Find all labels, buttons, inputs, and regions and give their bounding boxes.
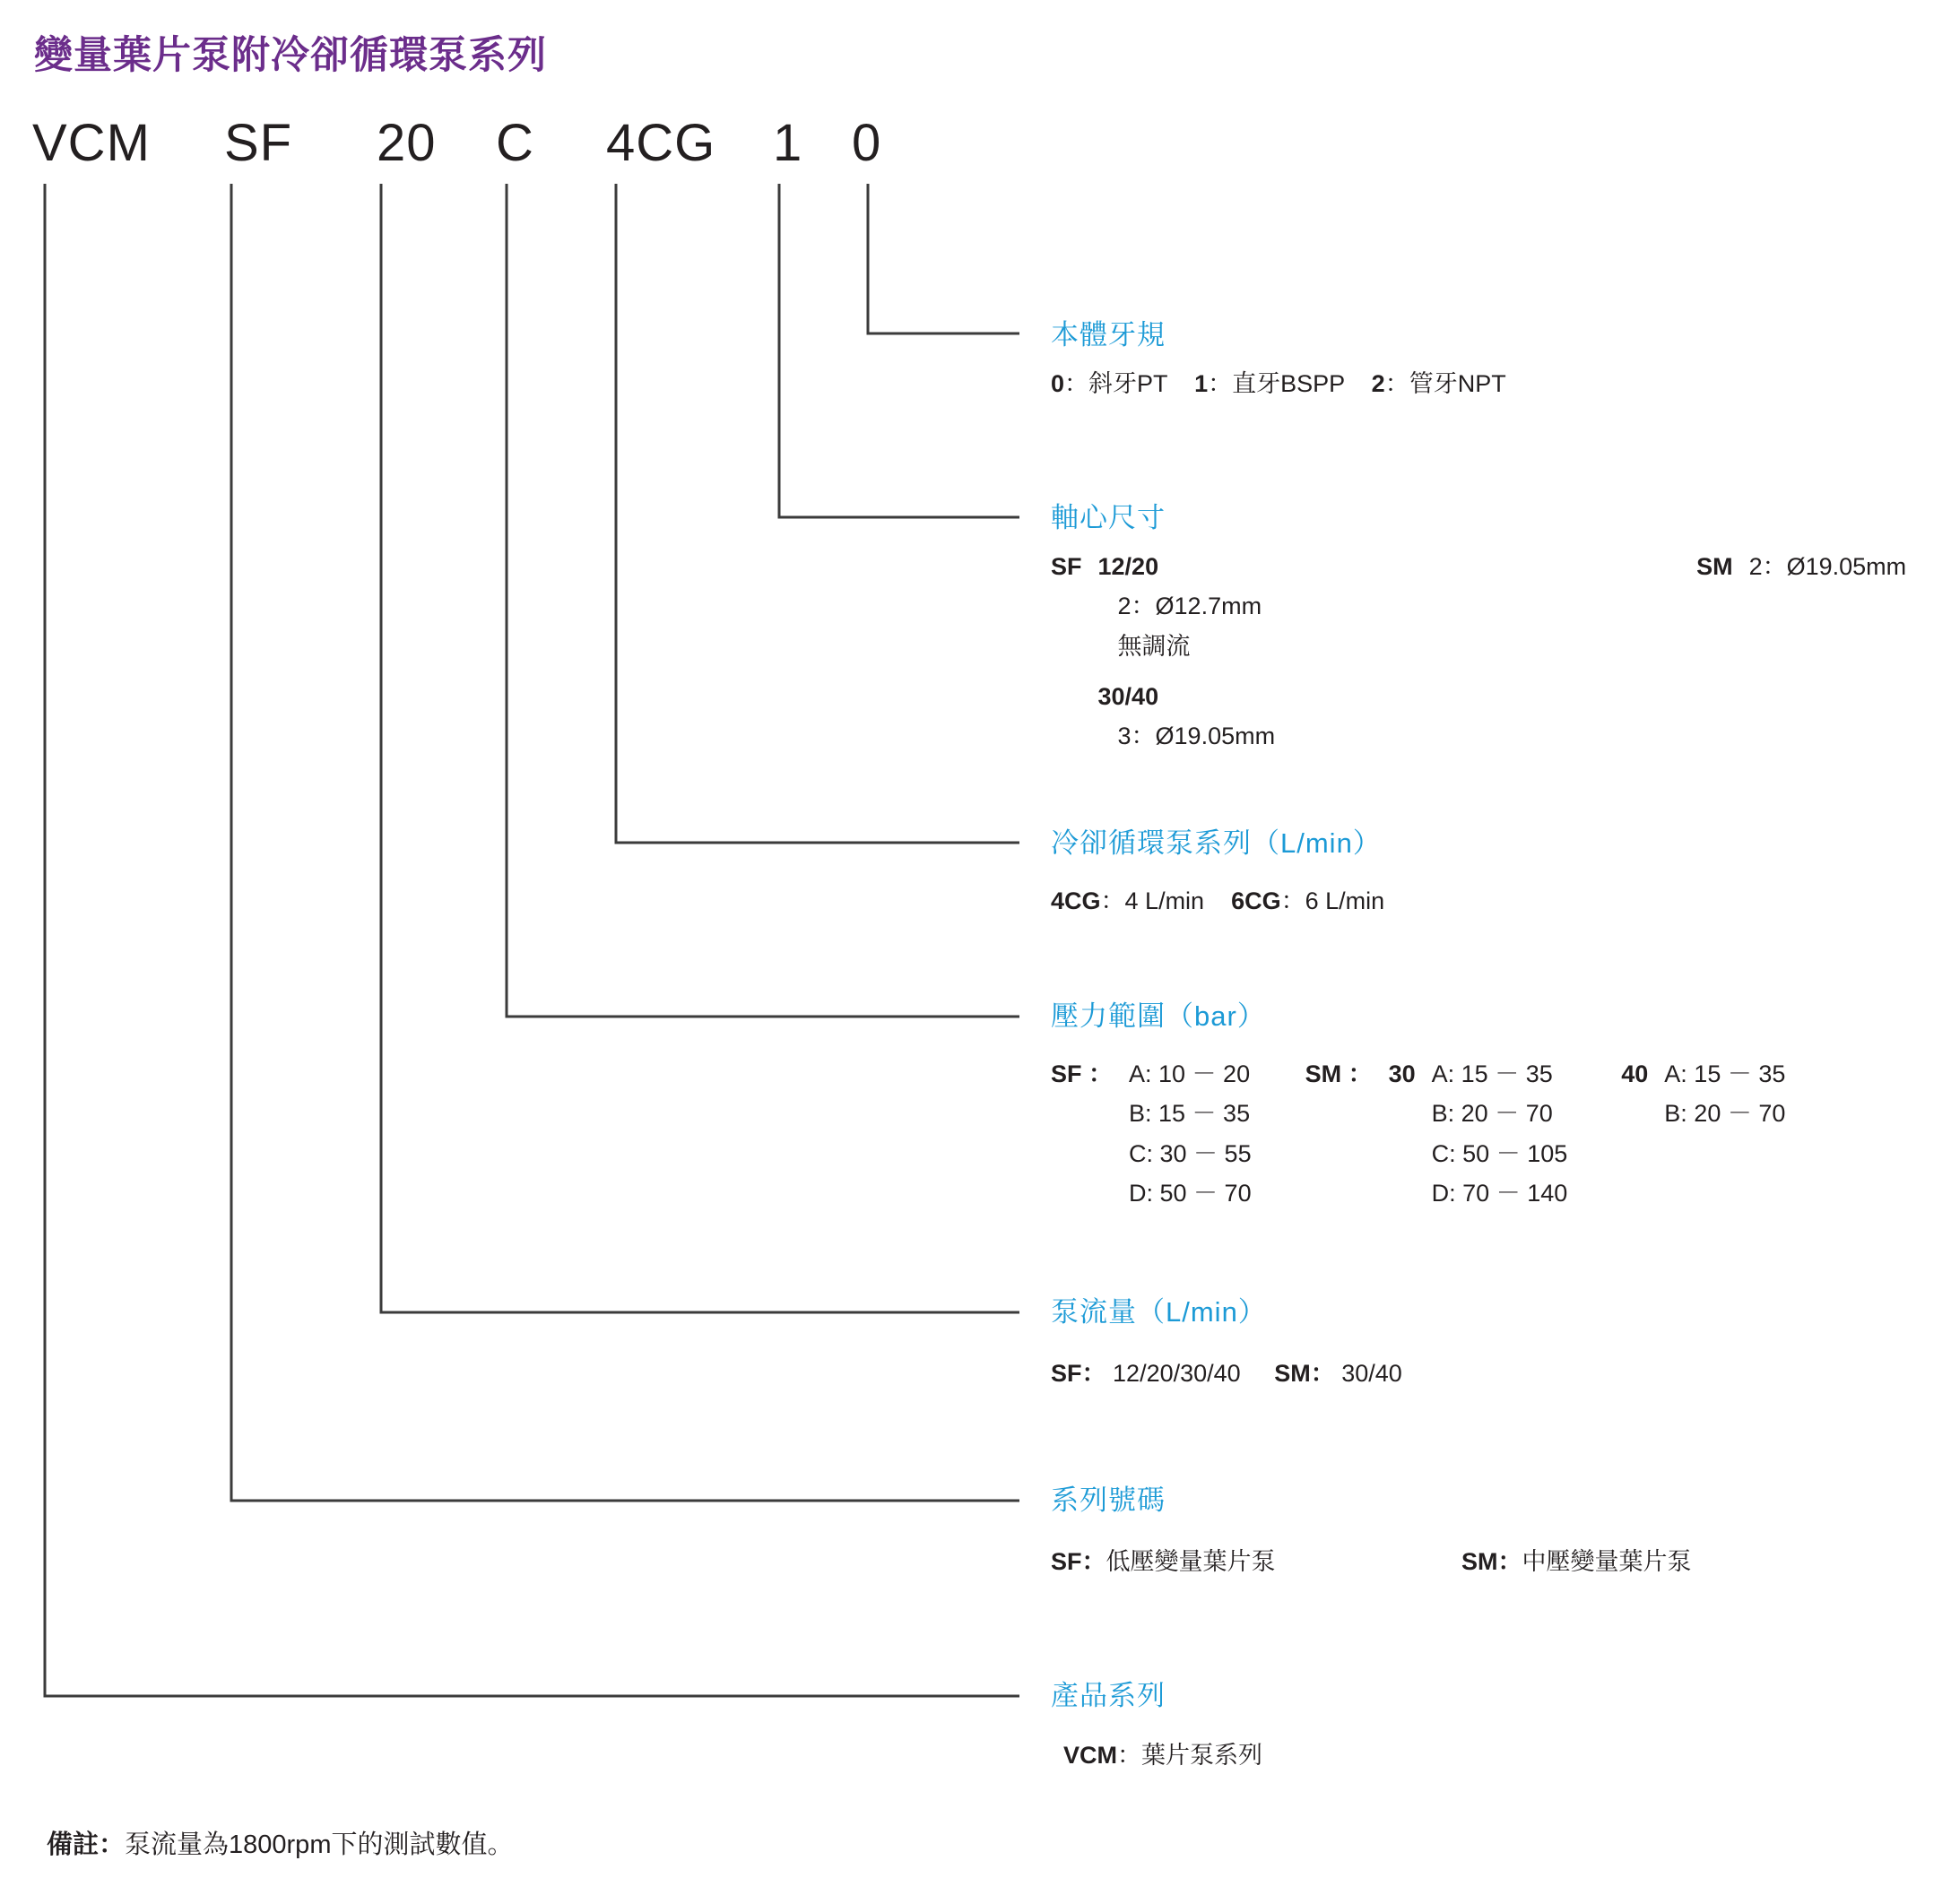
code-segment-product: VCM (32, 114, 151, 172)
code-segment-shaft: 1 (773, 114, 803, 172)
thread-code-0: 0 (1051, 370, 1065, 397)
thread-code-2: 2 (1371, 370, 1385, 397)
pressure-sf-label: SF ： (1051, 1060, 1114, 1087)
pressure-sm40-label: 40 (1621, 1060, 1649, 1087)
pressure-sm30-row-0: A: 15 － 35 (1431, 1060, 1553, 1087)
block-series-no-body (1051, 1545, 1692, 1579)
series-no-sf-value: 低壓變量葉片泵 (1106, 1548, 1276, 1575)
block-cooling-body (1051, 884, 1384, 918)
pressure-sf-row-3: D: 50 － 70 (1129, 1179, 1252, 1207)
thread-value-1: 直牙BSPP (1232, 370, 1345, 397)
product-value: ：葉片泵系列 (1117, 1742, 1262, 1769)
leader-line-shaft (779, 184, 1019, 517)
pressure-sf-row-2: C: 30 － 55 (1129, 1139, 1252, 1167)
thread-sep-1: ： (1208, 370, 1233, 397)
block-thread (1051, 312, 1506, 401)
thread-value-0: 斜牙PT (1088, 370, 1168, 397)
block-product-heading: 產品系列 (1051, 1680, 1166, 1711)
pressure-sm-label: SM ： (1305, 1060, 1373, 1087)
block-series-no-heading: 系列號碼 (1051, 1484, 1166, 1516)
pressure-sm30-row-1: B: 20 － 70 (1431, 1100, 1553, 1128)
block-series-no (1051, 1477, 1692, 1579)
flow-sm-label: SM： (1274, 1360, 1335, 1387)
cooling-code-4cg: 4CG (1051, 887, 1101, 914)
block-flow-heading: 泵流量（L/min） (1051, 1296, 1267, 1328)
block-shaft (1051, 495, 1906, 759)
shaft-sf-size-2: 30/40 (1097, 682, 1159, 710)
cooling-code-6cg: 6CG (1231, 887, 1281, 914)
pressure-sm40-row-1: B: 20 － 70 (1664, 1100, 1786, 1128)
pressure-sm30-row-3: D: 70 － 140 (1431, 1179, 1568, 1207)
leader-line-cooling (616, 184, 1019, 843)
block-product (1051, 1673, 1262, 1772)
leader-line-product (45, 184, 1019, 1696)
flow-sf-value: 12/20/30/40 (1113, 1360, 1241, 1387)
pressure-sm30-row-2: C: 50 － 105 (1431, 1139, 1568, 1167)
block-pressure (1051, 993, 1785, 1216)
block-shaft-heading: 軸心尺寸 (1051, 502, 1166, 533)
shaft-sm-label: SM (1696, 553, 1733, 580)
code-segment-flow: 20 (377, 114, 437, 172)
thread-sep-0: ： (1064, 370, 1089, 397)
leader-line-series-no (231, 184, 1019, 1501)
block-cooling-heading: 冷卻循環泵系列（L/min） (1051, 827, 1382, 859)
block-thread-body (1051, 367, 1506, 401)
series-no-sm-value: 中壓變量葉片泵 (1522, 1548, 1692, 1575)
page-title: 變量葉片泵附冷卻循環泵系列 (34, 34, 547, 77)
pressure-sm40-row-0: A: 15 － 35 (1664, 1060, 1786, 1087)
thread-value-2: 管牙NPT (1409, 370, 1506, 397)
pressure-sf-row-0: A: 10 － 20 (1129, 1060, 1251, 1087)
code-segment-cooling: 4CG (606, 114, 716, 172)
flow-sf-label: SF： (1051, 1360, 1106, 1387)
block-flow-body (1051, 1356, 1402, 1390)
shaft-sf-line-3: 3：Ø19.05mm (1117, 723, 1276, 750)
block-flow (1051, 1289, 1402, 1390)
block-cooling (1051, 820, 1384, 918)
block-shaft-body (1051, 550, 1906, 759)
series-no-sf-label: SF： (1051, 1548, 1106, 1575)
block-pressure-body (1051, 1057, 1785, 1216)
flow-sm-value: 30/40 (1341, 1360, 1402, 1387)
footnote-label: 備註： (47, 1830, 126, 1859)
footnote (47, 1824, 513, 1861)
shaft-sm-line-1: 2：Ø19.05mm (1748, 553, 1907, 580)
cooling-value-6cg: ：6 L/min (1280, 887, 1385, 914)
pressure-sf-row-1: B: 15 － 35 (1129, 1100, 1251, 1128)
leader-line-pressure (507, 184, 1019, 1017)
block-thread-heading: 本體牙規 (1051, 319, 1166, 351)
code-segment-thread: 0 (852, 114, 882, 172)
leader-line-thread (868, 184, 1019, 333)
shaft-sf-size-1: 12/20 (1097, 553, 1159, 580)
pressure-sm30-label: 30 (1388, 1060, 1416, 1087)
block-pressure-heading: 壓力範圍（bar） (1051, 1000, 1266, 1032)
series-no-sm-label: SM： (1461, 1548, 1522, 1575)
shaft-table (1051, 550, 1906, 759)
thread-sep-2: ： (1384, 370, 1409, 397)
shaft-sf-line-2: 無調流 (1117, 632, 1191, 660)
shaft-sf-line-1: 2：Ø12.7mm (1117, 593, 1262, 620)
shaft-sf-label: SF (1051, 553, 1082, 580)
block-product-body (1063, 1738, 1262, 1772)
code-segment-pressure: C (496, 114, 534, 172)
leader-line-flow (381, 184, 1019, 1312)
thread-code-1: 1 (1194, 370, 1209, 397)
code-segment-series: SF (224, 114, 293, 172)
footnote-text: 泵流量為1800rpm下的測試數值。 (125, 1830, 514, 1859)
cooling-value-4cg: ：4 L/min (1100, 887, 1205, 914)
product-code: VCM (1063, 1742, 1117, 1769)
pressure-table (1051, 1057, 1785, 1216)
